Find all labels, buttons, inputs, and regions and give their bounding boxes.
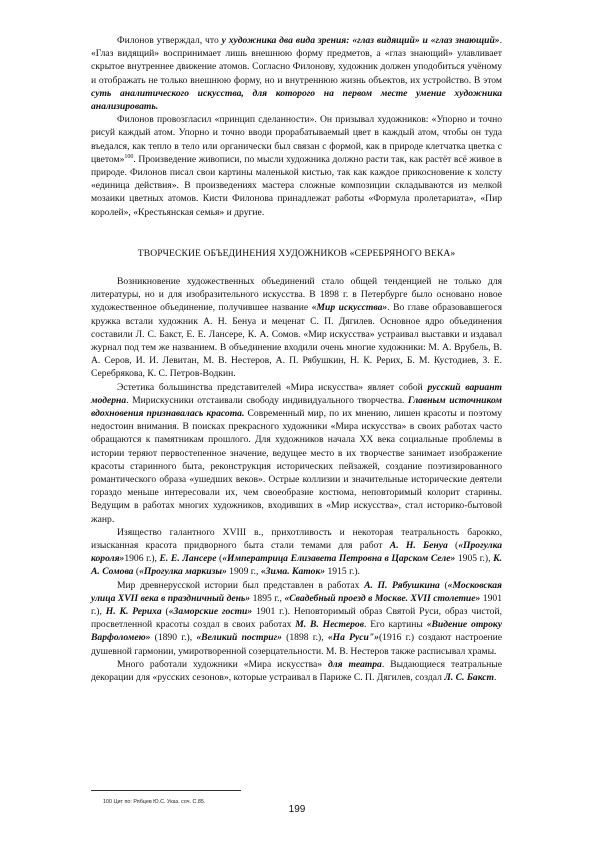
text-run: ( bbox=[161, 606, 169, 618]
emphasis-text: Главным источником вдохновения признавалась красота. bbox=[91, 394, 502, 420]
text-run: ( bbox=[447, 540, 459, 552]
text-run: Много работали художники «Мира искусства» bbox=[117, 658, 328, 670]
paragraph-old-russian-history bbox=[91, 579, 502, 658]
paragraph-aesthetics bbox=[91, 381, 502, 526]
text-run: 1901 г.). Неповторимый образ Святой Руси, образ чистой, просветленной красоты создал в своих работах bbox=[91, 606, 502, 631]
emphasis-text: «Заморские гости» bbox=[168, 606, 253, 618]
text-run: Изящество галантного XVIII в., прихотливость и некоторая театральность барокко, изысканная красота придворного быта стали темами для работ bbox=[91, 526, 502, 552]
text-run: . Во главе образовавшегося кружка встали художник А. Н. Бенуа и меценат С. П. Дягилев. Основное ядро объединения составили Л. С. Бакст, Е. Е. Лансере, К. А. Сомов. «Мир искусства» устраивал выставки и издавал журнал под тем же названием. В объединение входили очень многие художники: М. А. Врубель, В. А. Серов, И. И. Левитан, М. В. Нестеров, А. П. Рябушкин, Н. К. Рерих, Б. М. Кустодиев, З. Е. Серебрякова, К. С. Петров-Водкин. bbox=[91, 302, 502, 380]
paragraph-principle-of-madeness bbox=[91, 113, 502, 219]
text-run: . Произведение живописи, по мысли художника должно расти так, как растёт всё живое в природе. Филонов писал свои картины маленькой кистью, так как каждое прикосновение к холсту «единица действия». В произведениях мастера сложные композиции складываются из мелкой мозаики цветных атомов. Кисти Филонова принадлежат работы «Формула пролетариата», «Пир королей», «Крестьянская семья» и другие. bbox=[91, 153, 502, 218]
text-run: Филонов утверждал, что bbox=[117, 35, 222, 46]
text-run: 1901 г.), bbox=[91, 592, 502, 618]
text-run: Филонов провозгласил «принцип сделанности». Он призывал художников: «Упорно и точно рисуй каждый атом. Упорно и точно вводи прорабатываемый цвет в каждый атом, чтобы он туда въедался, как тепло в тело или органически был связан с формой, как в природе клетчатка цветка с цветом» bbox=[91, 114, 502, 165]
emphasis-text: суть аналитического искусства, для которого на первом месте умение художника анализировать. bbox=[91, 87, 502, 113]
text-run: 1915 г.). bbox=[325, 566, 360, 578]
emphasis-text: «Императрица Елизавета Петровна в Царском Селе» bbox=[222, 553, 456, 565]
footnote-ref[interactable]: 100 bbox=[124, 153, 134, 160]
text-run: 1909 г., bbox=[226, 566, 261, 578]
emphasis-text: «Мир искусства» bbox=[311, 302, 388, 314]
text-run: . «Глаз видящий» воспринимает лишь внешнюю форму предметов, а «глаз знающий» улавливает скрытое внутреннее движение атомов. Согласно Филонову, художник должен уподобиться учёному и отображать не только внешнюю форму, но и внутреннюю жизнь объектов, их устройство. В этом bbox=[91, 35, 502, 86]
emphasis-text: для театра bbox=[327, 658, 382, 670]
paragraph-mir-iskusstva-founding bbox=[91, 275, 502, 381]
text-run: . bbox=[493, 672, 497, 684]
text-block-filonov bbox=[91, 34, 502, 219]
footnote-divider bbox=[91, 790, 241, 791]
text-run: 1905 г.), bbox=[455, 553, 494, 565]
text-run: Возникновение художественных объединений стало общей тенденцией не только для литературы, но и для изобразительного искусства. В 1898 г. в Петербурге было основано новое художественное объединение, получившее название bbox=[91, 276, 502, 314]
text-run: Современный мир, по их мнению, лишен красоты и поэтому недостоин внимания. В поисках прекрасного художники «Мира искусства» в своих работах часто обращаются к памятникам прошлого. Для художников начала XX века социальные проблемы в истории теряют первостепенное значение, ведущее место в их творчестве занимает изображение красоты старинного быта, реконструкция исторических пейзажей, создание поэтизированного романтического образа «ушедших веков». Острые коллизии и значительные исторические деятели гораздо меньше интересовали их, чем своеобразие костюма, неповторимый колорит старины. Ведущим в работах многих художников, входивших в «Мир искусства», стал историко-бытовой жанр. bbox=[91, 408, 502, 525]
page-number: 199 bbox=[288, 804, 306, 815]
text-run: . Мирискусники отстаивали свободу индивидуального творчества. bbox=[126, 394, 408, 406]
text-run: (1916 г.) создают настроение душевной гармонии, умиротворенной созерцательности. М. В. Нестеров также расписывал храмы. bbox=[91, 632, 503, 657]
text-run: Мир древнерусской истории был представлен в работах bbox=[117, 579, 365, 591]
text-run: (1890 г.), bbox=[150, 632, 197, 644]
text-run: ( bbox=[133, 566, 140, 578]
text-block-associations bbox=[91, 275, 502, 684]
emphasis-text: «Московская улица XVII века в праздничный день» bbox=[91, 579, 502, 604]
paragraph-gallant-century bbox=[91, 526, 502, 579]
emphasis-text: «Прогулка короля» bbox=[91, 540, 502, 565]
text-run: . Выдающиеся театральные декорации для «русских сезонов», которые устраивал в Париже С. П. Дягилев, создал bbox=[91, 658, 502, 684]
emphasis-text: «Свадебный проезд в Москве. XVII столетие» bbox=[284, 592, 481, 604]
emphasis-text: Л. С. Бакст bbox=[444, 672, 494, 684]
emphasis-text: К. А. Сомова bbox=[91, 553, 502, 578]
emphasis-text: А. П. Рябушкина bbox=[364, 579, 440, 591]
emphasis-text: Е. Е. Лансере bbox=[159, 553, 217, 565]
emphasis-text: «Зима. Каток» bbox=[260, 566, 326, 578]
emphasis-text: «Великий постриг» bbox=[196, 632, 282, 644]
section-heading: ТВОРЧЕСКИЕ ОБЪЕДИНЕНИЯ ХУДОЖНИКОВ «СЕРЕБРЯНОГО ВЕКА» bbox=[137, 248, 456, 259]
emphasis-text: русский вариант модерна bbox=[91, 381, 502, 406]
emphasis-text: «На Руси"» bbox=[327, 632, 379, 644]
paragraph-theatre bbox=[91, 658, 502, 684]
emphasis-text: «Видение отроку Варфоломею» bbox=[91, 619, 503, 644]
emphasis-text: Н. К. Рериха bbox=[105, 606, 162, 618]
text-run: ( bbox=[216, 553, 223, 565]
footnote: 100 Цит по: Рябцев Ю.С. Указ. соч. С.85. bbox=[103, 799, 206, 805]
text-run: (1898 г.), bbox=[281, 632, 328, 644]
emphasis-text: М. В. Нестеров bbox=[295, 619, 365, 631]
emphasis-text: А. Н. Бенуа bbox=[389, 540, 448, 552]
text-run: 1895 г., bbox=[250, 592, 285, 604]
text-run: 1906 г.), bbox=[124, 553, 160, 565]
text-run: Эстетика большинства представителей «Мира искусства» являет собой bbox=[117, 381, 428, 393]
text-run: ( bbox=[439, 579, 448, 591]
emphasis-text: у художника два вида зрения: «глаз видящий» и «глаз знающий» bbox=[221, 35, 500, 46]
paragraph-two-kinds-of-vision bbox=[91, 34, 502, 113]
text-run: . Его картины bbox=[364, 619, 427, 631]
emphasis-text: «Прогулка маркизы» bbox=[139, 566, 227, 578]
